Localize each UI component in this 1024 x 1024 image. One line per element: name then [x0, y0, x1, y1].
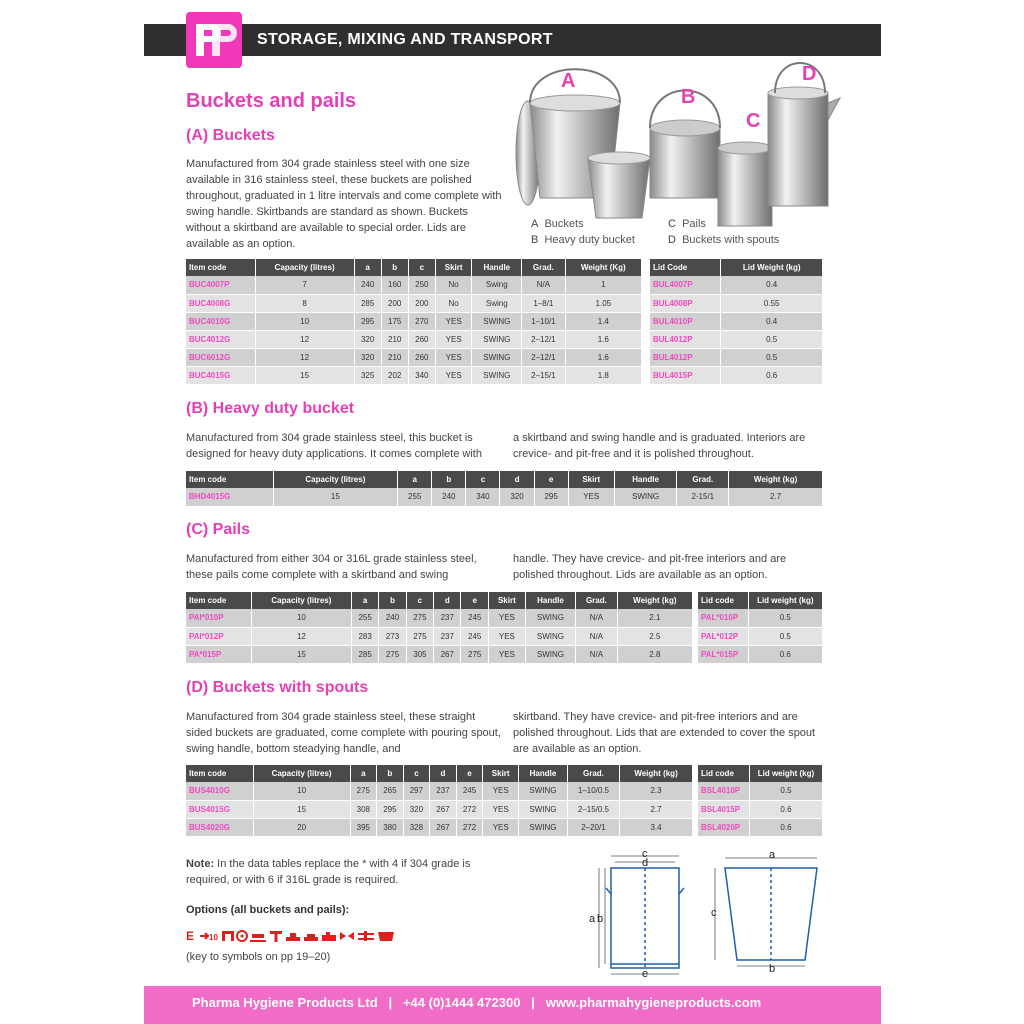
item-code-cell: BUS4010G [186, 782, 253, 800]
section-a-text: Manufactured from 304 grade stainless steel with one size available in 316 stainless steel, these buckets are polished throughout, graduated in 1 litre intervals and come complete with swing handle. Skirtbands are standard as shown. Buckets without a skirtband are available to special order. Lids are available as an option. [186, 158, 502, 250]
table-row [186, 294, 642, 312]
table-cell: 12 [255, 330, 354, 348]
table-cell: 12 [251, 627, 351, 645]
item-code-cell: PAI*010P [186, 609, 251, 627]
table-cell: 285 [354, 294, 381, 312]
table-cell: SWING [519, 782, 568, 800]
table-cell: SWING [519, 800, 568, 818]
table-cell: 160 [381, 276, 408, 294]
table-cell: 320 [403, 800, 430, 818]
brand-logo [186, 12, 242, 68]
table-row [186, 645, 693, 663]
table-cell: 240 [379, 609, 406, 627]
column-header: Grad. [522, 259, 565, 276]
symbol-10-text: 10 [209, 933, 218, 942]
table-row [186, 312, 642, 330]
buckets-table [186, 259, 642, 385]
table-cell: 275 [461, 645, 488, 663]
column-header: Lid Weight (kg) [721, 259, 823, 276]
section-c-heading: (C) Pails [186, 521, 251, 538]
photo-letter-a: A [561, 70, 576, 92]
table-cell: 245 [461, 609, 488, 627]
spout-lid-table [698, 765, 823, 837]
table-cell: 1–8/1 [522, 294, 565, 312]
table-cell: SWING [525, 645, 575, 663]
table-cell: 1–10/1 [522, 312, 565, 330]
table-row [650, 348, 823, 366]
table-cell: 210 [381, 348, 408, 366]
section-b-text-right: a skirtband and swing handle and is graduated. Interiors are crevice- and pit-free and it is polished throughout. [513, 432, 806, 460]
dimension-diagrams [585, 846, 835, 980]
table-cell: 272 [456, 818, 483, 836]
column-header: a [350, 765, 377, 782]
note-body: In the data tables replace the * with 4 if 304 grade is required, or with 6 if 316L grade is required. [186, 858, 471, 886]
symbol-key-text: (key to symbols on pp 19–20) [186, 951, 331, 963]
table-header-row [186, 592, 693, 609]
dim-label-e: e [642, 968, 649, 980]
item-code-cell: PAL*015P [698, 645, 748, 663]
table-row [186, 330, 642, 348]
column-header: Skirt [483, 765, 519, 782]
item-code-cell: BUL4008P [650, 294, 721, 312]
column-header: a [398, 471, 432, 488]
table-cell: 325 [354, 366, 381, 384]
table-cell: 270 [408, 312, 435, 330]
table-cell: SWING [472, 366, 522, 384]
legend-text: Buckets with spouts [682, 234, 780, 246]
table-cell: 1.4 [565, 312, 641, 330]
table-cell: 237 [434, 627, 461, 645]
table-cell: 175 [381, 312, 408, 330]
table-cell: 320 [354, 330, 381, 348]
table-row [186, 818, 693, 836]
table-cell: 0.6 [748, 645, 822, 663]
column-header: Grad. [677, 471, 729, 488]
table-cell: 0.55 [721, 294, 823, 312]
column-header: Lid code [698, 592, 748, 609]
table-cell: YES [483, 818, 519, 836]
column-header: Lid weight (kg) [748, 592, 822, 609]
table-cell: 265 [377, 782, 404, 800]
table-header-row [186, 471, 823, 488]
table-cell: 2–12/1 [522, 330, 565, 348]
logo-mark-icon [186, 12, 242, 68]
note-label: Note: [186, 858, 215, 870]
legend-key: B [531, 234, 539, 246]
table-cell: SWING [472, 312, 522, 330]
column-header: Item code [186, 592, 251, 609]
table-cell: 245 [461, 627, 488, 645]
column-header: Handle [519, 765, 568, 782]
column-header: c [406, 592, 433, 609]
table-row [186, 366, 642, 384]
column-header: Grad. [576, 592, 618, 609]
column-header: Skirt [568, 471, 614, 488]
item-code-cell: BUS4020G [186, 818, 253, 836]
dim-label-d: d [642, 857, 649, 869]
legend-key: A [531, 218, 539, 230]
table-cell: 2.7 [729, 488, 823, 506]
table-cell: 380 [377, 818, 404, 836]
table-cell: N/A [576, 645, 618, 663]
table-cell: 237 [434, 609, 461, 627]
table-cell: YES [488, 627, 525, 645]
column-header: c [403, 765, 430, 782]
column-header: Skirt [488, 592, 525, 609]
item-code-cell: PAL*012P [698, 627, 748, 645]
item-code-cell: BUC6012G [186, 348, 255, 366]
column-header: Item code [186, 471, 273, 488]
table-cell: 10 [255, 312, 354, 330]
photo-letter-c: C [746, 110, 761, 132]
column-header: Capacity (litres) [253, 765, 350, 782]
table-cell: 267 [430, 800, 457, 818]
table-cell: 3.4 [620, 818, 693, 836]
table-cell: 0.6 [721, 366, 823, 384]
table-cell: 2.5 [617, 627, 692, 645]
table-cell: 7 [255, 276, 354, 294]
table-row [186, 348, 642, 366]
table-cell: 275 [379, 645, 406, 663]
table-row [698, 609, 823, 627]
table-row [698, 627, 823, 645]
column-header: b [377, 765, 404, 782]
table-row [650, 330, 823, 348]
legend-key: C [668, 218, 676, 230]
table-cell: 2-15/1 [677, 488, 729, 506]
item-code-cell: BUL4015P [650, 366, 721, 384]
table-cell: 283 [351, 627, 378, 645]
table-header-row [698, 765, 823, 782]
column-header: Handle [525, 592, 575, 609]
note-text [186, 856, 496, 888]
table-row [650, 294, 823, 312]
column-header: e [456, 765, 483, 782]
dim-label-right-c: c [711, 907, 717, 919]
item-code-cell: BUC4008G [186, 294, 255, 312]
table-cell: 2–15/1 [522, 366, 565, 384]
table-cell: 0.4 [721, 312, 823, 330]
item-code-cell: BUL4012P [650, 348, 721, 366]
item-code-cell: BUL4012P [650, 330, 721, 348]
table-cell: 267 [434, 645, 461, 663]
table-cell: 1.8 [565, 366, 641, 384]
section-b-text-left: Manufactured from 304 grade stainless steel, this bucket is designed for heavy duty applications. It comes complete with [186, 432, 482, 460]
table-cell: 12 [255, 348, 354, 366]
table-header-row [698, 592, 823, 609]
table-row [650, 276, 823, 294]
table-cell: 2–20/1 [567, 818, 619, 836]
table-row [186, 782, 693, 800]
table-row [698, 800, 823, 818]
item-code-cell: BUL4007P [650, 276, 721, 294]
table-cell: SWING [525, 609, 575, 627]
item-code-cell: BUL4010P [650, 312, 721, 330]
table-cell: 15 [273, 488, 398, 506]
table-cell: SWING [519, 818, 568, 836]
table-cell: YES [435, 312, 472, 330]
table-cell: YES [483, 800, 519, 818]
table-cell: 0.5 [748, 609, 822, 627]
buckets-lid-table [650, 259, 823, 385]
section-d-heading: (D) Buckets with spouts [186, 679, 369, 696]
item-code-cell: BUS4015G [186, 800, 253, 818]
column-header: Skirt [435, 259, 472, 276]
photo-letter-d: D [802, 63, 817, 85]
column-header: Weight (kg) [617, 592, 692, 609]
section-a-heading: (A) Buckets [186, 127, 275, 144]
item-code-cell: BUC4007P [186, 276, 255, 294]
table-cell: 295 [534, 488, 568, 506]
column-header: Item code [186, 259, 255, 276]
table-row [698, 818, 823, 836]
table-cell: 15 [251, 645, 351, 663]
table-cell: 2.8 [617, 645, 692, 663]
table-cell: 1 [565, 276, 641, 294]
table-cell: 275 [350, 782, 377, 800]
column-header: e [461, 592, 488, 609]
column-header: c [466, 471, 500, 488]
table-row [186, 609, 693, 627]
table-cell: YES [488, 645, 525, 663]
dim-label-right-b: b [769, 963, 776, 975]
table-cell: 275 [406, 609, 433, 627]
table-cell: 2–12/1 [522, 348, 565, 366]
table-row [186, 276, 642, 294]
table-cell: 0.4 [721, 276, 823, 294]
table-cell: 2.3 [620, 782, 693, 800]
footer-contact: Pharma Hygiene Products Ltd | +44 (0)1444 472300 | www.pharmahygieneproducts.com [192, 995, 762, 1010]
table-cell: 240 [432, 488, 466, 506]
legend-text: Heavy duty bucket [544, 234, 635, 246]
column-header: Weight (kg) [620, 765, 693, 782]
column-header: Capacity (litres) [255, 259, 354, 276]
table-header-row [186, 259, 642, 276]
table-cell: SWING [472, 330, 522, 348]
table-cell: 10 [251, 609, 351, 627]
legend-d [668, 234, 779, 246]
pails-lid-table [698, 592, 823, 664]
item-code-cell: BSL4020P [698, 818, 749, 836]
column-header: Item code [186, 765, 253, 782]
table-cell: No [435, 276, 472, 294]
table-cell: YES [435, 348, 472, 366]
table-cell: 255 [398, 488, 432, 506]
table-cell: 0.6 [749, 800, 822, 818]
photo-letter-b: B [681, 86, 696, 108]
section-c-text-right: handle. They have crevice- and pit-free interiors and are polished throughout. Lids are available as an option. [513, 553, 787, 581]
item-code-cell: PAL*010P [698, 609, 748, 627]
table-cell: Swing [472, 294, 522, 312]
item-code-cell: BHD4015G [186, 488, 273, 506]
table-cell: YES [483, 782, 519, 800]
table-row [698, 782, 823, 800]
section-d-text-left: Manufactured from 304 grade stainless steel, these straight sided buckets are graduated, come complete with pouring spout, swing handle, bottom steadying handle, and [186, 711, 501, 755]
column-header: Handle [472, 259, 522, 276]
item-code-cell: PAI*012P [186, 627, 251, 645]
section-d-text-right: skirtband. They have crevice- and pit-free interiors and are polished throughout. Lids that are extended to cover the spout are available as an option. [513, 711, 816, 755]
table-cell: 237 [430, 782, 457, 800]
dim-label-b: b [597, 913, 604, 925]
table-cell: YES [488, 609, 525, 627]
section-c-text-left: Manufactured from either 304 or 316L grade stainless steel, these pails come complete with a skirtband and swing [186, 553, 477, 581]
legend-c [668, 218, 706, 230]
table-cell: N/A [576, 627, 618, 645]
table-cell: 320 [354, 348, 381, 366]
table-cell: 272 [456, 800, 483, 818]
table-cell: SWING [472, 348, 522, 366]
table-row [650, 312, 823, 330]
header-title: STORAGE, MIXING AND TRANSPORT [257, 31, 553, 48]
table-cell: 295 [377, 800, 404, 818]
table-cell: 273 [379, 627, 406, 645]
table-cell: 15 [253, 800, 350, 818]
column-header: Handle [614, 471, 677, 488]
dim-label-c: c [642, 848, 648, 860]
column-header: c [408, 259, 435, 276]
table-cell: 200 [408, 294, 435, 312]
column-header: Weight (kg) [729, 471, 823, 488]
table-cell: 2.7 [620, 800, 693, 818]
table-header-row [186, 765, 693, 782]
table-cell: 210 [381, 330, 408, 348]
table-cell: SWING [525, 627, 575, 645]
table-cell: 1.05 [565, 294, 641, 312]
table-cell: 202 [381, 366, 408, 384]
table-cell: 0.5 [721, 348, 823, 366]
legend-key: D [668, 234, 676, 246]
table-cell: 10 [253, 782, 350, 800]
option-symbols-icon [186, 928, 436, 944]
table-row [186, 800, 693, 818]
legend-text: Buckets [544, 218, 584, 230]
table-cell: 267 [430, 818, 457, 836]
item-code-cell: BSL4010P [698, 782, 749, 800]
table-cell: N/A [522, 276, 565, 294]
table-cell: 340 [408, 366, 435, 384]
table-cell: 275 [406, 627, 433, 645]
table-cell: 320 [500, 488, 534, 506]
table-cell: 240 [354, 276, 381, 294]
table-cell: YES [435, 330, 472, 348]
section-b-heading: (B) Heavy duty bucket [186, 400, 355, 417]
table-cell: No [435, 294, 472, 312]
table-cell: 20 [253, 818, 350, 836]
table-cell: 395 [350, 818, 377, 836]
table-cell: 260 [408, 330, 435, 348]
table-header-row [650, 259, 823, 276]
column-header: a [351, 592, 378, 609]
column-header: Capacity (litres) [251, 592, 351, 609]
table-row [650, 366, 823, 384]
table-cell: 0.5 [721, 330, 823, 348]
column-header: b [379, 592, 406, 609]
table-cell: YES [435, 366, 472, 384]
table-cell: 0.5 [748, 627, 822, 645]
legend-b [531, 234, 635, 246]
table-cell: YES [568, 488, 614, 506]
item-code-cell: BUC4012G [186, 330, 255, 348]
table-cell: 260 [408, 348, 435, 366]
pails-table [186, 592, 693, 664]
table-cell: 2–15/0.5 [567, 800, 619, 818]
table-cell: 328 [403, 818, 430, 836]
table-cell: 1.6 [565, 330, 641, 348]
table-cell: Swing [472, 276, 522, 294]
table-cell: 8 [255, 294, 354, 312]
column-header: Lid weight (kg) [749, 765, 822, 782]
table-cell: 340 [466, 488, 500, 506]
column-header: d [430, 765, 457, 782]
page-title: Buckets and pails [186, 90, 357, 112]
dim-label-right-a: a [769, 849, 776, 861]
column-header: Lid code [698, 765, 749, 782]
legend-a [531, 218, 584, 230]
option-symbols [186, 928, 436, 949]
item-code-cell: BUC4015G [186, 366, 255, 384]
table-cell: N/A [576, 609, 618, 627]
table-cell: 2.1 [617, 609, 692, 627]
item-code-cell: BSL4015P [698, 800, 749, 818]
table-cell: 245 [456, 782, 483, 800]
table-cell: SWING [614, 488, 677, 506]
column-header: d [434, 592, 461, 609]
table-row [698, 645, 823, 663]
column-header: a [354, 259, 381, 276]
table-cell: 285 [351, 645, 378, 663]
column-header: b [432, 471, 466, 488]
spout-buckets-table [186, 765, 693, 837]
table-cell: 308 [350, 800, 377, 818]
item-code-cell: PA*015P [186, 645, 251, 663]
table-cell: 297 [403, 782, 430, 800]
column-header: e [534, 471, 568, 488]
table-cell: 1.6 [565, 348, 641, 366]
heavy-duty-table [186, 471, 823, 507]
table-cell: 255 [351, 609, 378, 627]
table-cell: 305 [406, 645, 433, 663]
table-cell: 0.6 [749, 818, 822, 836]
table-cell: 200 [381, 294, 408, 312]
column-header: b [381, 259, 408, 276]
table-cell: 250 [408, 276, 435, 294]
column-header: Lid Code [650, 259, 721, 276]
column-header: Weight (Kg) [565, 259, 641, 276]
table-cell: 0.5 [749, 782, 822, 800]
table-cell: 15 [255, 366, 354, 384]
options-title: Options (all buckets and pails): [186, 904, 350, 916]
dim-label-a: a [589, 913, 596, 925]
legend-text: Pails [682, 218, 706, 230]
table-cell: 295 [354, 312, 381, 330]
symbol-e-text: E [186, 929, 195, 943]
item-code-cell: BUC4010G [186, 312, 255, 330]
table-cell: 1–10/0.5 [567, 782, 619, 800]
table-row [186, 488, 823, 506]
table-row [186, 627, 693, 645]
column-header: d [500, 471, 534, 488]
column-header: Capacity (litres) [273, 471, 398, 488]
column-header: Grad. [567, 765, 619, 782]
